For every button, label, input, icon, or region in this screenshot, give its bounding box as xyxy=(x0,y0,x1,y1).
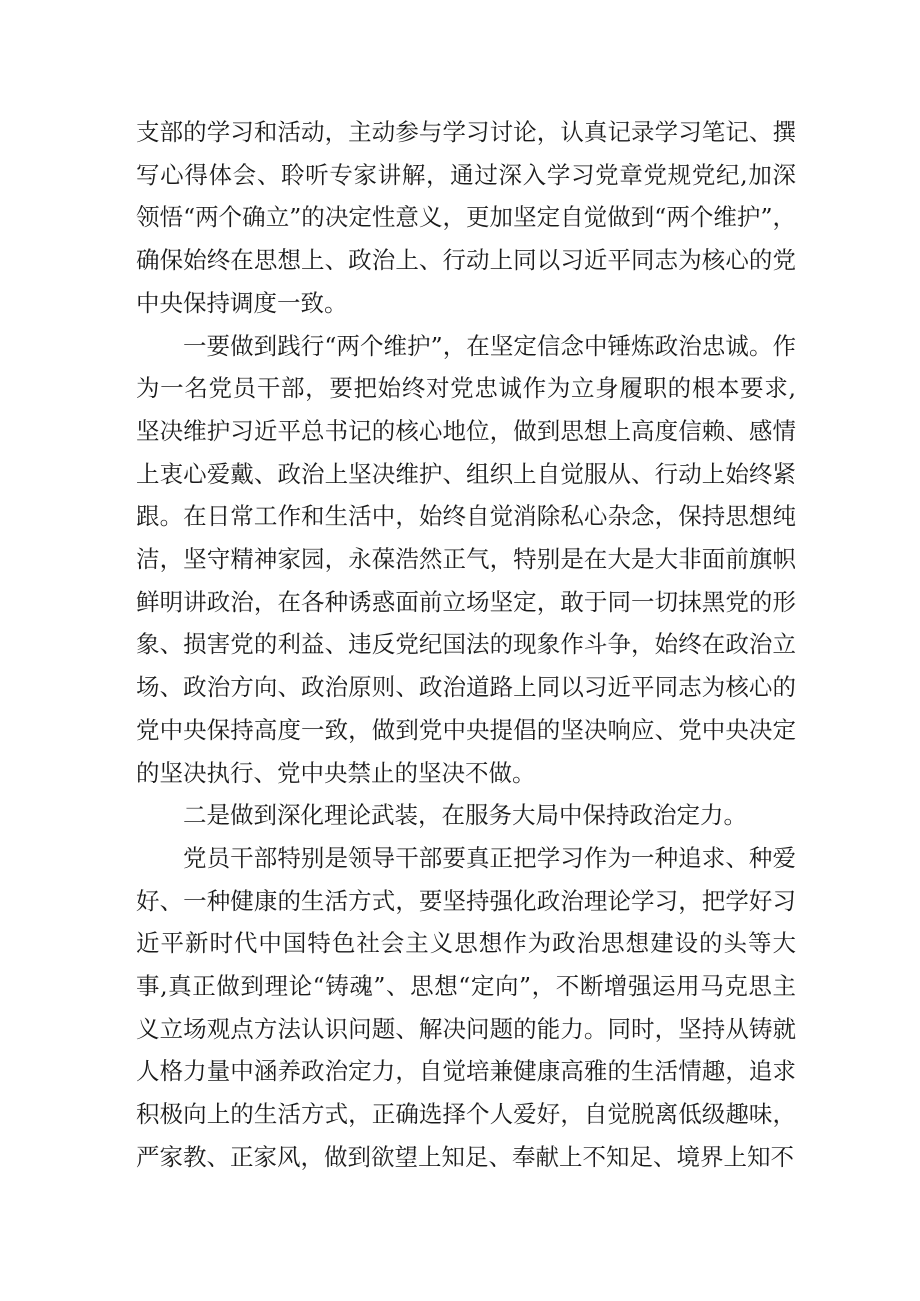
paragraph-4: 党员干部特别是领导干部要真正把学习作为一种追求、种爱好、一种健康的生活方式，要坚持强化政治理论学习，把学好习近平新时代中国特色社会主义思想作为政治思想建设的头等大事,真正做到理论“铸魂”、思想“定向”，不断增强运用马克思主义立场观点方法认识问题、解决问题的能力。同时，坚持从铸就人格力量中涵养政治定力，自觉培兼健康高雅的生活情趣，追求积极向上的生活方式，正确选择个人爱好，自觉脱离低级趣味，严家教、正家风，做到欲望上知足、奉献上不知足、境界上知不 xyxy=(136,843,796,1171)
paragraph-3: 二是做到深化理论武装，在服务大局中保持政治定力。 xyxy=(183,801,747,830)
paragraph-1: 支部的学习和活动，主动参与学习讨论，认真记录学习笔记、撰写心得体会、聆听专家讲解，通过深入学习党章党规党纪,加深领悟“两个确立”的决定性意义，更加坚定自觉做到“两个维护”，确保始终在思想上、政治上、行动上同以习近平同志为核心的党中央保持调度一致。 xyxy=(136,118,796,317)
paragraph-2: 一要做到践行“两个维护”，在坚定信念中锤炼政治忠诚。作为一名党员干部，要把始终对党忠诚作为立身履职的根本要求,坚决维护习近平总书记的核心地位，做到思想上高度信赖、感情上衷心爱戴、政治上坚决维护、组织上自觉服从、行动上始终紧跟。在日常工作和生活中，始终自觉消除私心杂念，保持思想纯洁，坚守精神家园，永葆浩然正气，特别是在大是大非面前旗帜鲜明讲政治，在各种诱惑面前立场坚定，敢于同一切抹黑党的形象、损害党的利益、违反党纪国法的现象作斗争，始终在政治立场、政治方向、政治原则、政治道路上同以习近平同志为核心的党中央保持高度一致，做到党中央提倡的坚决响应、党中央决定的坚决执行、党中央禁止的坚决不做。 xyxy=(136,331,796,787)
body-text xyxy=(136,111,796,1179)
